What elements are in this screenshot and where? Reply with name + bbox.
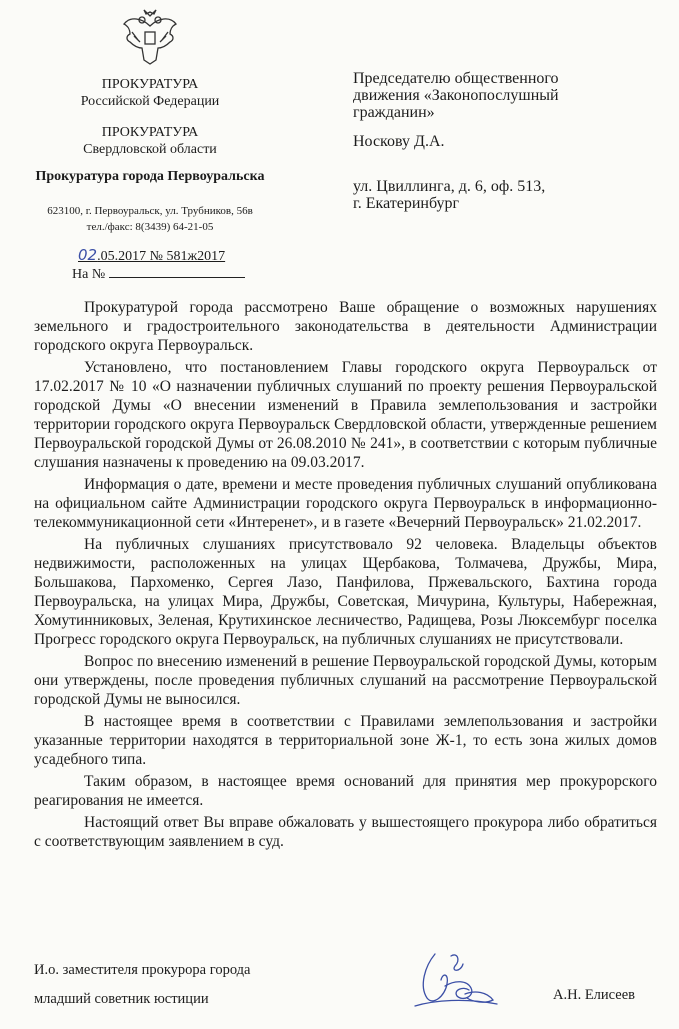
org-title: ПРОКУРАТУРА (101, 125, 199, 140)
letter-body (34, 298, 657, 854)
body-paragraph: Настоящий ответ Вы вправе обжаловать у вышестоящего прокурора либо обратиться с соответствующим заявлением в суд. (34, 814, 657, 850)
reference-line (72, 264, 245, 283)
letterhead-prosecutor-office-region (20, 124, 280, 158)
org-title: ПРОКУРАТУРА (101, 77, 199, 92)
addressee-position: Председателю общественного движения «Законопослушный гражданин» (353, 70, 559, 121)
signatory-name: А.Н. Елисеев (553, 987, 636, 1003)
letterhead-prosecutor-office-rf (20, 76, 280, 110)
addressee-address (353, 178, 545, 212)
body-paragraph: Вопрос по внесению изменений в решение Первоуральской городской Думы, которым они утверждены, после проведения публичных слушаний на рассмотрение Первоуральской городской Думы не выносился. (34, 653, 657, 708)
date-number-text: .05.2017 № 581ж2017 (97, 249, 226, 264)
reference-label: На № (72, 267, 106, 282)
body-paragraph: Установлено, что постановлением Главы городского округа Первоуральск от 17.02.2017 № 10 «О назначении публичных слушаний по проекту решения Первоуральской городской Думы «О внесении изменений в Правила землепользования и застройки территории городского округа Первоуральск Свердловской области, утвержденные решением Первоуральской городской Думы от 26.08.2010 № 241», в соответствии с которым публичные слушания назначены к проведению на 09.03.2017. (34, 359, 657, 471)
office-address: 623100, г. Первоуральск, ул. Трубников, 56в (47, 205, 253, 217)
signatory-title: И.о. заместителя прокурора города (34, 962, 251, 978)
reference-blank (109, 264, 245, 278)
body-paragraph: На публичных слушаниях присутствовало 92 человека. Владельцы объектов недвижимости, расположенных на улицах Щербакова, Толмачева, Дружбы, Мира, Большакова, Пархоменко, Сергея Лазо, Панфилова, Пржевальского, Бахтина города Первоуральска, на улицах Мира, Дружбы, Советская, Мичурина, Культуры, Набережная, Хомутинниковых, Зеленая, Крутихинское лесничество, Радищева, Розы Люксембург поселка Прогресс городского округа Первоуральск, на публичных слушаниях не присутствовали. (34, 536, 657, 648)
signatory-rank: младший советник юстиции (34, 991, 209, 1007)
body-paragraph: Информация о дате, времени и месте проведения публичных слушаний опубликована на официальном сайте Администрации городского округа Первоуральск в информационно-телекоммуникационной сети «Интеренет», и в газете «Вечерний Первоуральск» 21.02.2017. (34, 476, 657, 531)
letterhead-contacts (20, 203, 280, 235)
addressee-street: ул. Цвиллинга, д. 6, оф. 513, (353, 178, 546, 195)
addressee-city: г. Екатеринбург (353, 195, 460, 212)
letterhead-city-office: Прокуратура города Первоуральска (35, 169, 265, 184)
state-emblem-icon (120, 6, 180, 68)
office-phone: тел./факс: 8(3439) 64-21-05 (86, 221, 214, 233)
addressee-name: Носкову Д.А. (353, 133, 445, 150)
body-paragraph: Таким образом, в настоящее время оснований для принятия мер прокурорского реагирования не имеется. (34, 773, 657, 809)
handwritten-signature-icon (405, 946, 505, 1012)
org-subtitle: Российской Федерации (80, 94, 220, 109)
org-subtitle: Свердловской области (83, 142, 217, 157)
outgoing-number (78, 246, 225, 265)
body-paragraph: Прокуратурой города рассмотрено Ваше обращение о возможных нарушениях земельного и градостроительного законодательства в деятельности Администрации городского округа Первоуральск. (34, 299, 657, 354)
body-paragraph: В настоящее время в соответствии с Правилами землепользования и застройки указанные территории находятся в территориальной зоне Ж-1, то есть зона жилых домов усадебного типа. (34, 713, 657, 768)
handwritten-day: 02 (78, 246, 98, 264)
